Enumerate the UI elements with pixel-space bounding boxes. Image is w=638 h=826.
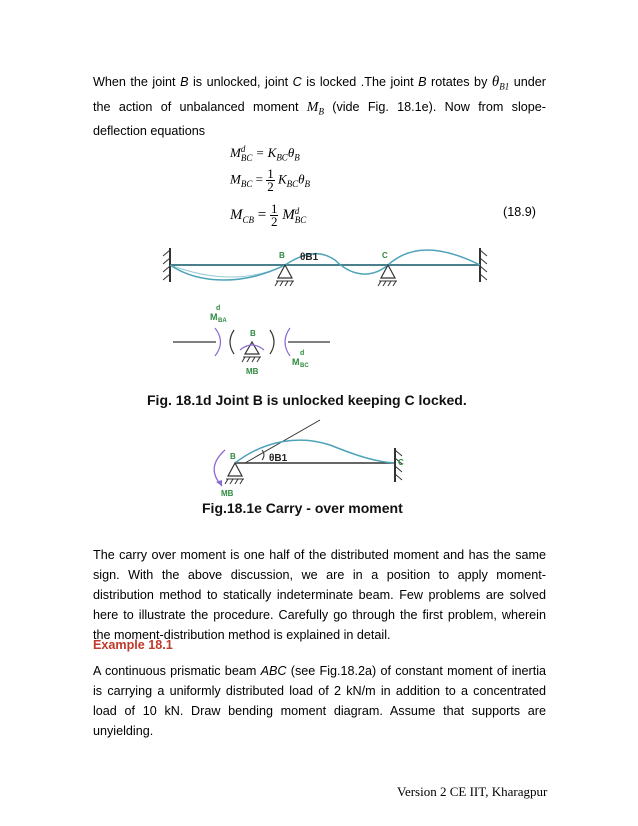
svg-text:C: C [398,458,404,467]
joint-b: B [180,75,189,89]
figure-caption-18-1e: Fig.18.1e Carry - over moment [202,500,403,516]
svg-text:B: B [230,452,236,461]
svg-text:M: M [292,357,300,367]
text: (vide Fig. 18.1e). Now from slope-deflection equations [93,99,546,139]
joint-b: B [418,75,427,89]
moment-subscript: B [318,106,324,117]
svg-text:BA: BA [218,318,227,324]
figure-18-1e [0,410,638,500]
beam-abc: ABC [260,664,287,678]
svg-text:MB: MB [221,489,234,498]
carry-over-paragraph: The carry over moment is one half of the distributed moment and has the same sign. With the above discussion, we are in a position to apply moment-distribution method to statically indeterminate beam. Few problems are solved here to illustrate the procedure. Carefully go through the first problem, wherein the moment-distribution method is explained in detail. [93,548,546,642]
moment-arrow [214,450,225,486]
theta-subscript: B1 [499,81,510,92]
svg-text:B: B [250,329,256,338]
pin-support-b-free-body [245,342,259,354]
label-c: C [382,251,388,260]
text: rotates by [426,75,492,89]
deflected-shape [235,440,395,463]
figure-caption-18-1d: Fig. 18.1d Joint B is unlocked keeping C locked. [147,392,467,408]
svg-text:d: d [300,350,305,357]
svg-text:θB1: θB1 [269,453,288,464]
pin-support-b [228,463,242,476]
svg-text:BC: BC [300,363,309,369]
equation-3: $M_{CB}$ = $\frac{1}{2}$ M d BC [230,201,307,229]
svg-text:d: d [216,305,221,312]
svg-text:MB: MB [246,367,259,376]
theta-symbol: θ [491,74,500,90]
text: is unlocked, joint [188,75,293,89]
text: under the action of unbalanced moment [93,75,546,114]
figure-18-1d [0,240,638,400]
joint-c: C [292,75,302,89]
equation-2: $M_{BC}$ = $\frac{1}{2}$ $K_{BC}\theta_B$ [230,166,311,194]
text: When the joint [93,75,181,89]
label-theta-b1: θB1 [300,252,319,263]
svg-text:M: M [210,312,218,322]
label-b: B [279,251,285,260]
equation-1: M d BC = $K_{BC}\theta_B$ [230,144,300,164]
text: is locked .The joint [301,75,419,89]
example-title: Example 18.1 [93,638,173,652]
page-footer: Version 2 CE IIT, Kharagpur [397,784,548,799]
moment-symbol: M [306,99,319,115]
equation-number: (18.9) [503,205,536,219]
example-paragraph: A continuous prismatic beam ABC (see Fig.18.2a) of constant moment of inertia is carrying a uniformly distributed load of 2 kN/m in addition to a concentrated load of 10 kN. Draw bending moment diagram. Assume that supports are unyielding. [93,664,547,738]
intro-paragraph [93,72,546,141]
pin-support-c [381,265,395,278]
